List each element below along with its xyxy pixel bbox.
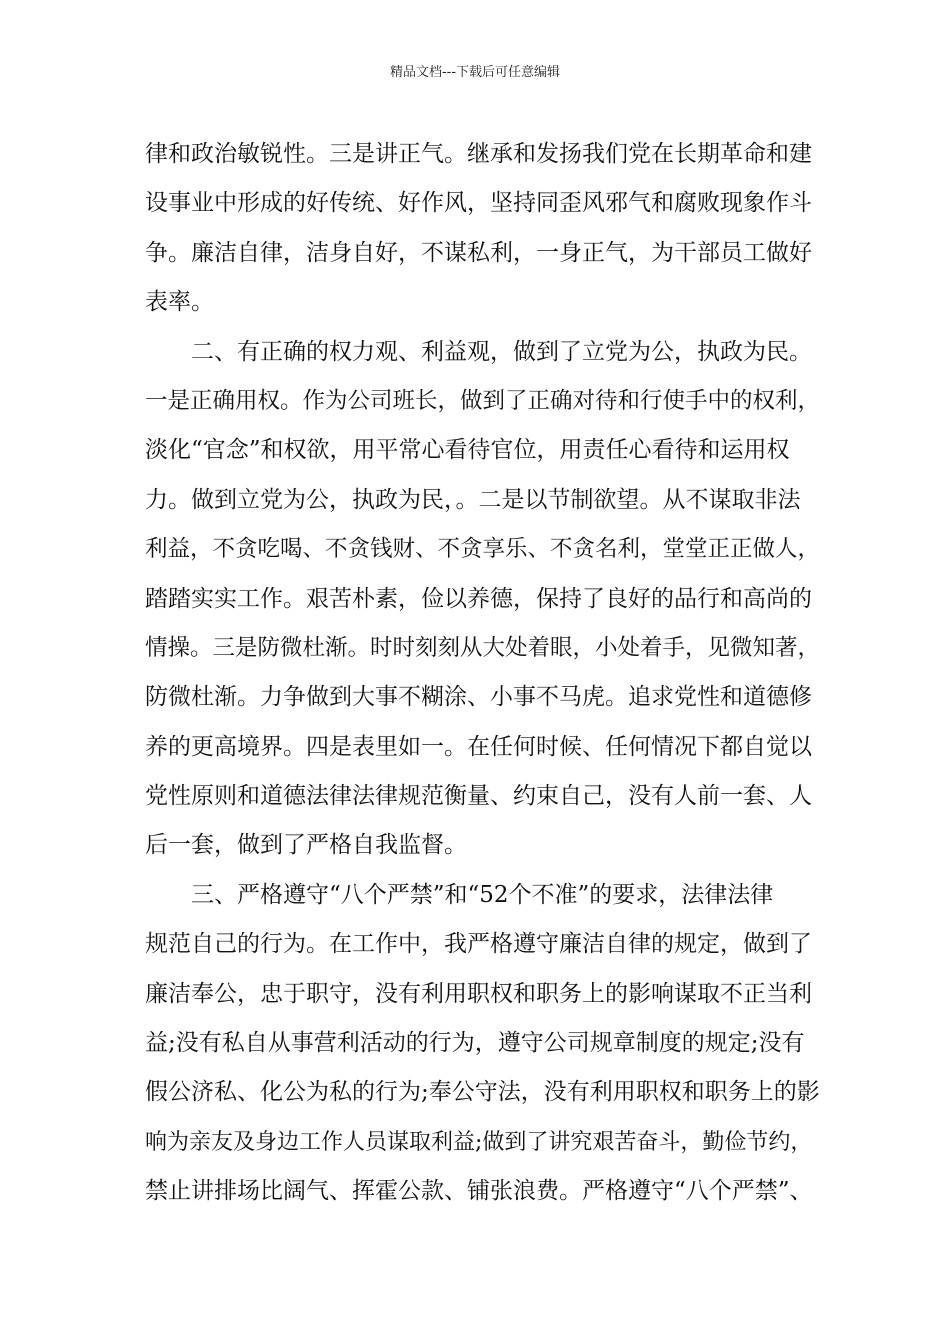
text-line: 设事业中形成的好传统、好作风，坚持同歪风邪气和腐败现象作斗 <box>145 190 812 217</box>
text-line: 情操。三是防微杜渐。时时刻刻从大处着眼，小处着手，见微知著， <box>145 634 821 661</box>
text-line: 表率。 <box>145 289 214 316</box>
text-line: 利益，不贪吃喝、不贪钱财、不贪享乐、不贪名利，堂堂正正做人， <box>145 536 821 563</box>
text-line: 益;没有私自从事营利活动的行为，遵守公司规章制度的规定;没有 <box>145 1030 805 1057</box>
text-line: 淡化“官念”和权欲，用平常心看待官位，用责任心看待和运用权 <box>145 437 790 464</box>
text-line: 防微杜渐。力争做到大事不糊涂、小事不马虎。追求党性和道德修 <box>145 684 812 711</box>
text-line: 力。做到立党为公，执政为民，。二是以节制欲望。从不谋取非法 <box>145 486 801 513</box>
text-line: 响为亲友及身边工作人员谋取利益;做到了讲究艰苦奋斗，勤俭节约， <box>145 1129 813 1155</box>
text-line: 廉洁奉公，忠于职守，没有利用职权和职务上的影响谋取不正当利 <box>145 980 812 1007</box>
text-line: 三、严格遵守“八个严禁”和“52个不准”的要求，法律法律 <box>191 881 774 908</box>
document-body <box>145 130 825 1217</box>
text-line: 养的更高境界。四是表里如一。在任何时候、任何情况下都自觉以 <box>145 733 812 760</box>
text-line: 踏踏实实工作。艰苦朴素，俭以养德，保持了良好的品行和高尚的 <box>145 585 812 612</box>
page-header: 精品文档---下载后可任意编辑 <box>389 65 561 80</box>
text-line: 禁止讲排场比阔气、挥霍公款、铺张浪费。严格遵守“八个严禁”、 <box>145 1178 813 1205</box>
text-line: 律和政治敏锐性。三是讲正气。继承和发扬我们党在长期革命和建 <box>145 141 812 167</box>
text-line: 党性原则和道德法律法律规范衡量、约束自己，没有人前一套、人 <box>145 783 812 810</box>
text-line: 后一套，做到了严格自我监督。 <box>145 832 467 859</box>
text-line: 争。廉洁自律，洁身自好，不谋私利，一身正气，为干部员工做好 <box>145 239 812 266</box>
text-line: 二、有正确的权力观、利益观，做到了立党为公，执政为民。 <box>191 338 812 365</box>
text-line: 一是正确用权。作为公司班长，做到了正确对待和行使手中的权利， <box>145 387 821 414</box>
text-line: 假公济私、化公为私的行为;奉公守法，没有利用职权和职务上的影 <box>145 1079 820 1106</box>
text-line: 规范自己的行为。在工作中，我严格遵守廉洁自律的规定，做到了 <box>145 931 812 958</box>
